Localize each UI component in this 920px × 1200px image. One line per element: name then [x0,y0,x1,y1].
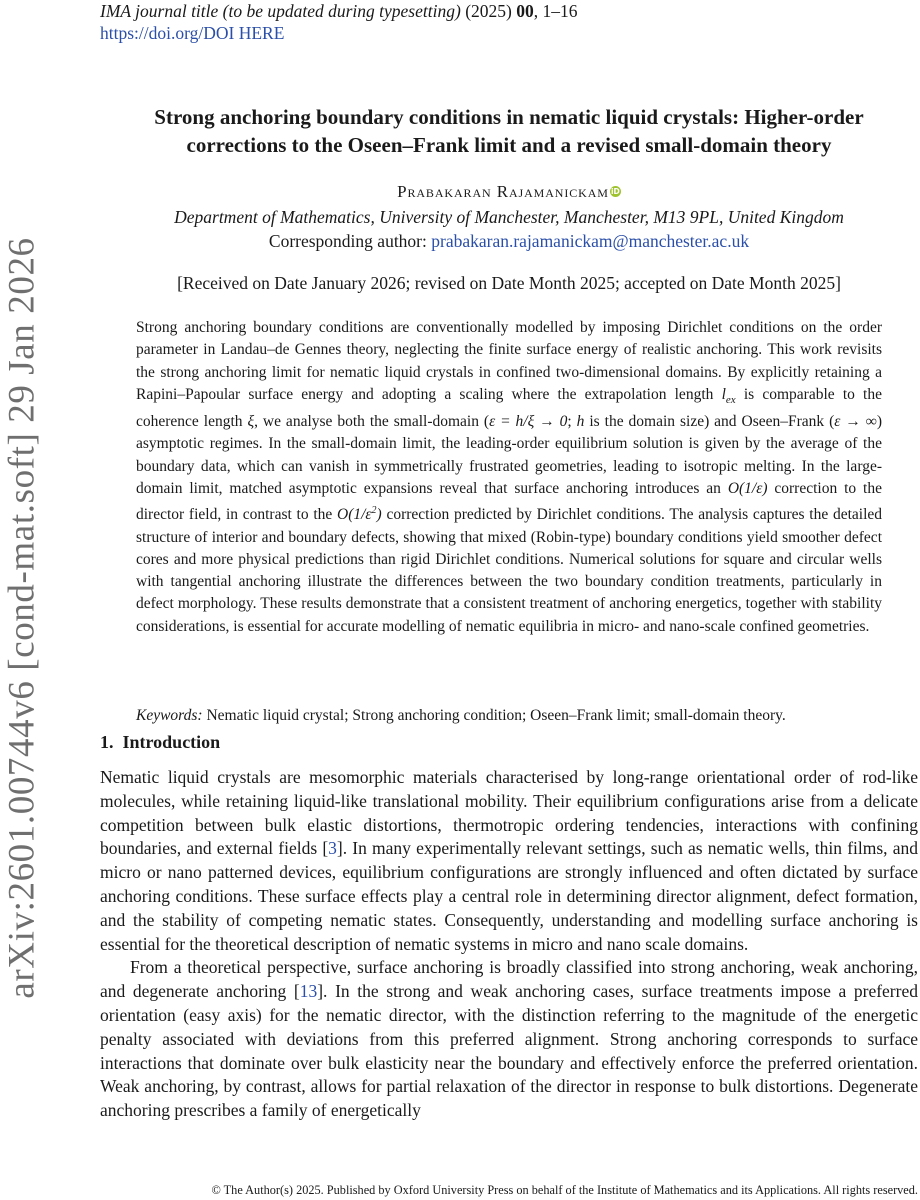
corresponding-email-link[interactable]: prabakaran.rajamanickam@manchester.ac.uk [431,231,750,251]
intro-paragraph-1 [100,766,918,956]
keywords-text: Nematic liquid crystal; Strong anchoring condition; Oseen–Frank limit; small-domain theory. [202,707,786,724]
keywords [136,705,882,727]
paragraph-text: ]. In the strong and weak anchoring cases, surface treatments impose a preferred orientation (easy axis) for the nematic director, with the distinction referring to the magnitude of the energetic penalty associated with deviations from this preferred alignment. Strong anchoring corresponds to surface interactions that dominate over bulk elasticity near the boundary and effectively enforce the preferred orientation. Weak anchoring, by contrast, allows for partial relaxation of the director in response to bulk distortions. Degenerate anchoring prescribes a family of energetically [100,981,918,1121]
corresponding-label: Corresponding author: [268,231,432,251]
received-dates: [Received on Date January 2026; revised on Date Month 2025; accepted on Date Month 2025] [177,273,841,293]
title-line-1: Strong anchoring boundary conditions in nematic liquid crystals: Higher-order [154,105,864,129]
title-line-2: corrections to the Oseen–Frank limit and a revised small-domain theory [186,133,832,157]
abstract-text: Strong anchoring boundary conditions are conventionally modelled by imposing Dirichlet conditions on the order parameter in Landau–de Gennes theory, neglecting the finite surface energy of realistic anchoring. This work revisits the strong anchoring limit for nematic liquid crystals in confined two-dimensional domains. By explicitly retaining a Rapini–Papoular surface energy and adopting a scaling where the extrapolation length [136,319,882,403]
paragraph-text: ]. In many experimentally relevant settings, such as nematic wells, thin films, and micro or nano patterned devices, equilibrium configurations are strongly influenced and often dictated by surface anchoring conditions. These surface effects play a central role in determining director alignment, defect formation, and the stability of competing nematic states. Consequently, understanding and modelling surface anchoring is essential for the theoretical description of nematic systems in micro and nano scale domains. [100,838,918,954]
paper-title [100,103,918,159]
paragraph-text: Nematic liquid crystals are mesomorphic materials characterised by long-range orientational order of rod-like molecules, while retaining liquid-like translational mobility. Their equilibrium configurations arise from a delicate competition between bulk elastic distortions, thermotropic ordering tendencies, interactions with confining boundaries, and external fields [ [100,767,918,859]
abstract [136,317,882,638]
lex-subscript: ex [725,393,736,406]
epsilon-infinity: ε → ∞ [834,413,877,431]
order2-exponent: 2 [371,505,377,517]
xi-symbol: ξ [247,413,255,431]
abstract-text: is comparable to the coherence length [136,385,882,431]
orcid-icon[interactable]: iD [610,187,620,196]
author-name: Prabakaran Rajamanickam [397,182,609,201]
epsilon-definition: ε = h/ξ → 0 [489,413,568,431]
affiliation: Department of Mathematics, University of Manchester, Manchester, M13 9PL, United Kingdom [174,207,844,227]
order-one-over-epsilon-squared [337,506,382,523]
lex-base: l [721,385,726,403]
abstract-text: is the domain size) and Oseen–Frank ( [584,413,835,431]
paragraph-text: From a theoretical perspective, surface anchoring is broadly classified into strong anchoring, weak anchoring, and degenerate anchoring [ [100,957,918,1002]
abstract-text: ; [567,413,577,431]
copyright-notice: © The Author(s) 2025. Published by Oxford University Press on behalf of the Institute of Mathematics and its Applications. All rights reserved. [211,1183,918,1197]
section-title: Introduction [122,732,221,752]
journal-pages: , 1–16 [533,1,578,21]
intro-paragraph-2 [100,956,918,1123]
journal-year: (2025) [465,1,512,21]
order2-base: O(1/ε [337,506,372,524]
journal-title: IMA journal title (to be updated during typesetting) [100,1,461,21]
author-line [100,181,918,203]
keywords-label: Keywords: [136,707,203,724]
journal-volume: 00 [516,1,534,21]
journal-header [100,0,577,22]
corresponding-author [100,230,918,252]
abstract-text: correction to the director field, in contrast to the [136,479,882,524]
abstract-text: ) asymptotic regimes. In the small-domain limit, the leading-order equilibrium solution is given by the average of the boundary data, which can vanish in symmetrically frustrated geometries, leading to isotropic melting. In the large-domain limit, matched asymptotic expansions reveal that surface anchoring introduces an [136,413,882,497]
abstract-text: correction predicted by Dirichlet conditions. The analysis captures the detailed structure of interior and boundary defects, showing that mixed (Robin-type) boundary conditions yield smoother defect cores and more physical predictions than rigid Dirichlet conditions. Numerical solutions for square and circular wells with tangential anchoring illustrate the differences between the two boundary condition treatments, particularly in defect morphology. These results demonstrate that a consistent treatment of anchoring energetics, together with stability considerations, is essential for accurate modelling of nematic equilibria in micro- and nano-scale confined geometries. [136,506,883,635]
citation-link[interactable]: 13 [299,981,318,1002]
order2-close: ) [376,506,382,524]
section-heading [100,730,220,754]
h-symbol: h [576,413,585,431]
order-one-over-epsilon: O(1/ε) [727,479,768,497]
citation-link[interactable]: 3 [328,838,337,859]
section-number: 1. [100,732,114,752]
abstract-text: , we analyse both the small-domain ( [254,413,490,431]
arxiv-sidebar-id: arXiv:2601.00744v6 [cond-mat.soft] 29 Jan 2026 [1,237,43,999]
doi-link[interactable]: https://doi.org/DOI HERE [100,23,285,43]
lex-symbol [721,385,736,406]
introduction-body [100,766,918,1123]
